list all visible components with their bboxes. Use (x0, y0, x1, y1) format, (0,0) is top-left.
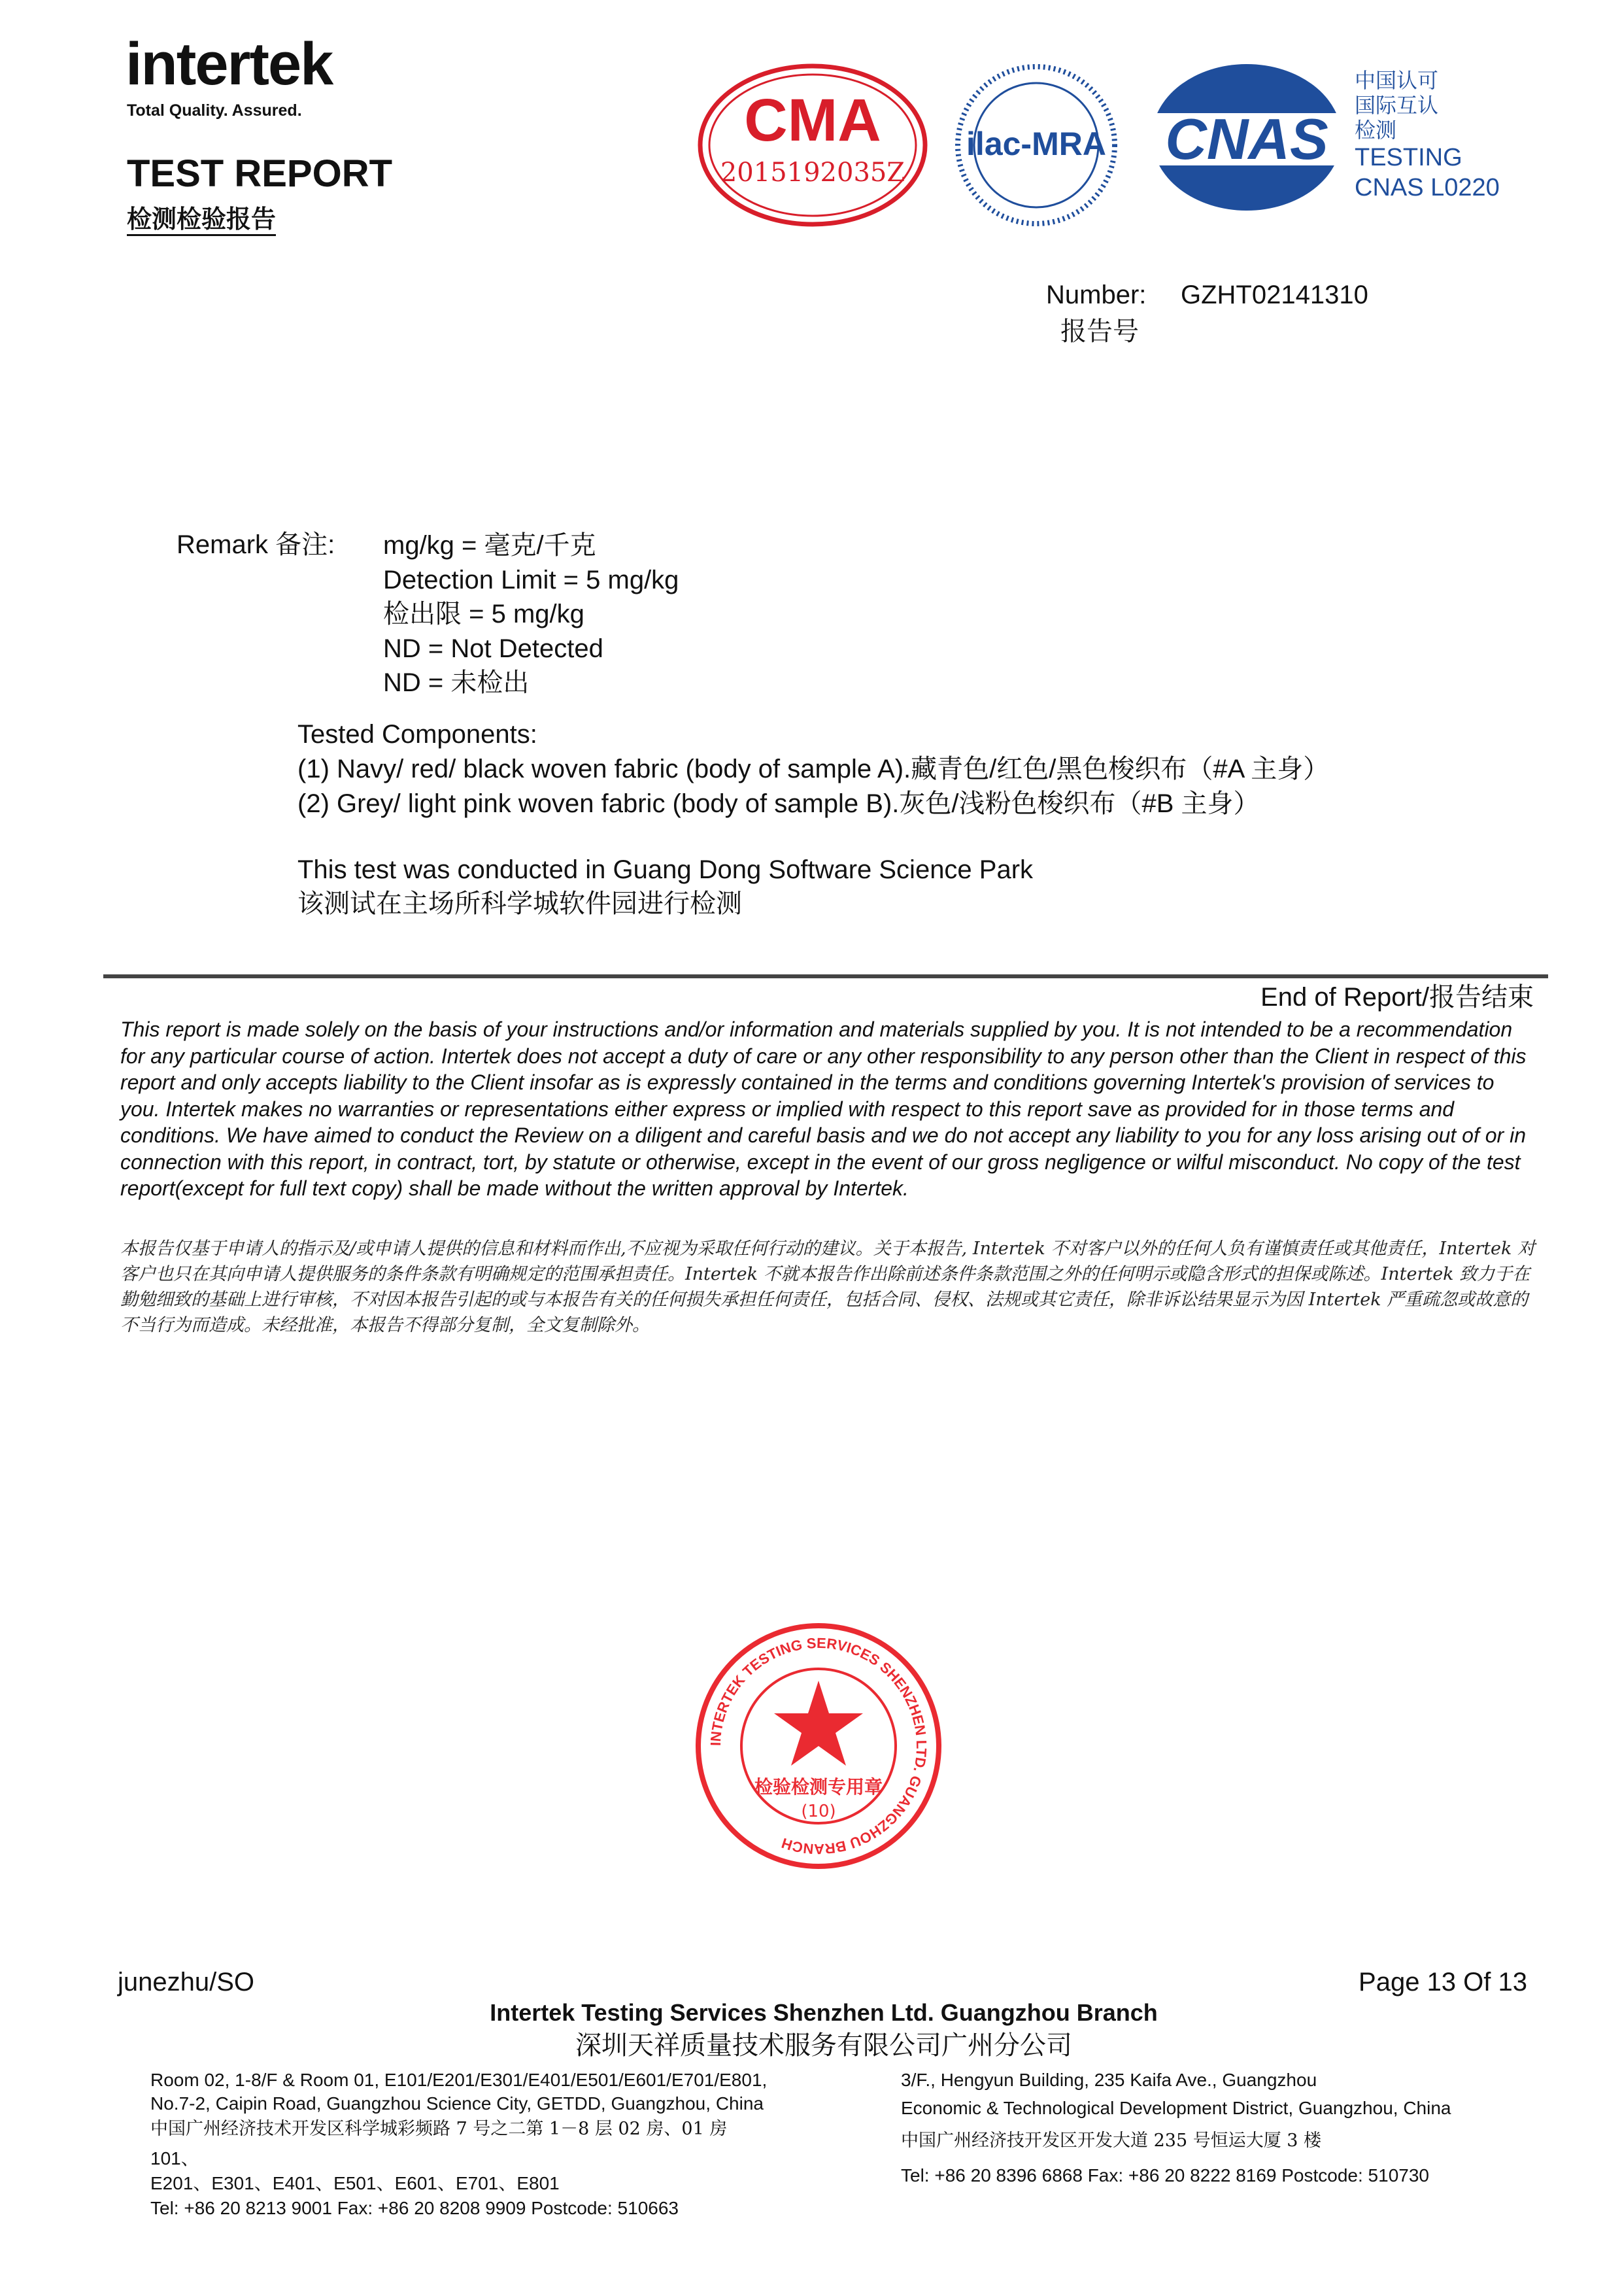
disclaimer-cn: 本报告仅基于申请人的指示及/或申请人提供的信息和材料而作出,不应视为采取任何行动的建议。关于本报告, Intertek 不对客户以外的任何人负有谨慎责任或其他责任，Intertek 对客户也只在其向申请人提供服务的条件条款有明确规定的范围承担责任。Intertek 不就本报告作出除前述条件条款范围之外的任何明示或隐含形式的担保或陈述。Intertek 致力于在勤勉细致的基础上进行审核，不对因本报告引起的或与本报告有关的任何损失承担任何责任，包括合同、侵权、法规或其它责任，除非诉讼结果显示为因 Intertek 严重疏忽或故意的不当行为而造成。未经批准，本报告不得部分复制，全文复制除外。 (120, 1238, 1535, 1335)
ilac-mra-logo (951, 62, 1121, 229)
page-title: TEST REPORT (127, 152, 393, 195)
remark-line: Detection Limit = 5 mg/kg (383, 565, 679, 594)
cnas-caption-line: TESTING (1355, 144, 1462, 171)
page-title-cn: 检测检验报告 (127, 204, 276, 236)
remark-label: Remark 备注: (177, 530, 335, 559)
remark-line: ND = Not Detected (383, 634, 603, 663)
stamp-center-text: 检验检测专用章 (754, 1776, 883, 1798)
stamp-ring-text: INTERTEK TESTING SERVICES SHENZHEN LTD. GUANGZHOU BRANCH (707, 1634, 930, 1858)
star-icon (774, 1681, 863, 1766)
test-location-cn: 该测试在主场所科学城软件园进行检测 (297, 888, 742, 919)
footer-author: junezhu/SO (118, 1968, 255, 1996)
intertek-logo: intertek (126, 31, 333, 97)
address-line: Economic & Technological Development District, Guangzhou, China (901, 2098, 1451, 2118)
company-name: Intertek Testing Services Shenzhen Ltd. Guangzhou Branch (490, 1999, 1158, 2026)
report-number: GZHT02141310 (1181, 281, 1368, 309)
address-line: 101、 (150, 2148, 199, 2168)
company-name-cn: 深圳天祥质量技术服务有限公司广州分公司 (575, 2030, 1072, 2061)
cnas-text: CNAS (1165, 107, 1328, 171)
disclaimer-en: This report is made solely on the basis of your instructions and/or information and materials supplied by you. It is not intended to be a recommendation for any particular course of action. Intertek does not accept a duty of care or any other responsibility to any person other than the Client in respect of this report and only accepts liability to the Client insofar as is expressly contained in the terms and conditions governing Intertek's provision of services to you. Intertek makes no warranties or representations either express or implied with respect to this report save as provided for in those terms and conditions. We have aimed to conduct the Review on a diligent and careful basis and we do not accept any liability to you for any loss arising out of or in connection with this report, in contract, tort, by statute or otherwise, except in the event of our gross negligence or wilful misconduct. No copy of the test report(except for full text copy) shall be made without the written approval by Intertek. (120, 1018, 1527, 1200)
remark-list (383, 528, 679, 700)
address-line: Tel: +86 20 8213 9001 Fax: +86 20 8208 9909 Postcode: 510663 (150, 2198, 679, 2218)
components-heading: Tested Components: (297, 719, 537, 749)
official-seal-stamp (694, 1622, 943, 1870)
test-location (297, 853, 1540, 921)
page-number: Page 13 Of 13 (1359, 1968, 1527, 1996)
cma-logo (698, 63, 928, 227)
cnas-logo (1149, 61, 1345, 214)
address-line: 中国广州经济技开发区开发大道 235 号恒运大厦 3 楼 (901, 2131, 1322, 2151)
address-line: No.7-2, Caipin Road, Guangzhou Science City, GETDD, Guangzhou, China (150, 2093, 764, 2114)
remark-block (177, 528, 1549, 700)
report-body (177, 528, 1549, 921)
component-item: (2) Grey/ light pink woven fabric (body of sample B).灰色/浅粉色梭织布（#B 主身） (297, 789, 1260, 818)
cnas-caption-line: 国际互认 (1355, 93, 1439, 118)
cnas-caption-line: 检测 (1355, 118, 1397, 143)
address-line: Room 02, 1-8/F & Room 01, E101/E201/E301/E401/E501/E601/E701/E801, (150, 2070, 768, 2090)
address-line: E201、E301、E401、E501、E601、E701、E801 (150, 2173, 560, 2193)
remark-line: 检出限 = 5 mg/kg (383, 600, 584, 628)
cma-number: 2015192035Z (720, 158, 905, 188)
report-end-section (103, 974, 1548, 1338)
ilac-text: ilac-MRA (966, 126, 1106, 162)
cma-text: CMA (744, 87, 881, 154)
address-line: Tel: +86 20 8396 6868 Fax: +86 20 8222 8169 Postcode: 510730 (901, 2165, 1429, 2185)
test-location-en: This test was conducted in Guang Dong Software Science Park (297, 855, 1034, 884)
remark-line: ND = 未检出 (383, 668, 530, 697)
stamp-number: (10) (801, 1802, 836, 1821)
cnas-caption-line: CNAS L0220 (1355, 174, 1500, 201)
tested-components (297, 717, 1540, 821)
component-item: (1) Navy/ red/ black woven fabric (body of sample A).藏青色/红色/黑色梭织布（#A 主身） (297, 754, 1330, 783)
cnas-caption (1355, 68, 1500, 203)
report-number-label: Number: (1046, 281, 1147, 309)
divider (103, 974, 1548, 978)
address-line: 3/F., Hengyun Building, 235 Kaifa Ave., Guangzhou (901, 2070, 1317, 2090)
logo-tagline: Total Quality. Assured. (127, 101, 302, 120)
report-number-label-cn: 报告号 (1060, 317, 1139, 347)
address-line: 中国广州经济技术开发区科学城彩频路 7 号之二第 1－8 层 02 房、01 房 (150, 2119, 728, 2139)
end-of-report: End of Report/报告结束 (1260, 983, 1534, 1012)
cnas-caption-line: 中国认可 (1355, 68, 1439, 93)
remark-line: mg/kg = 毫克/千克 (383, 531, 596, 560)
